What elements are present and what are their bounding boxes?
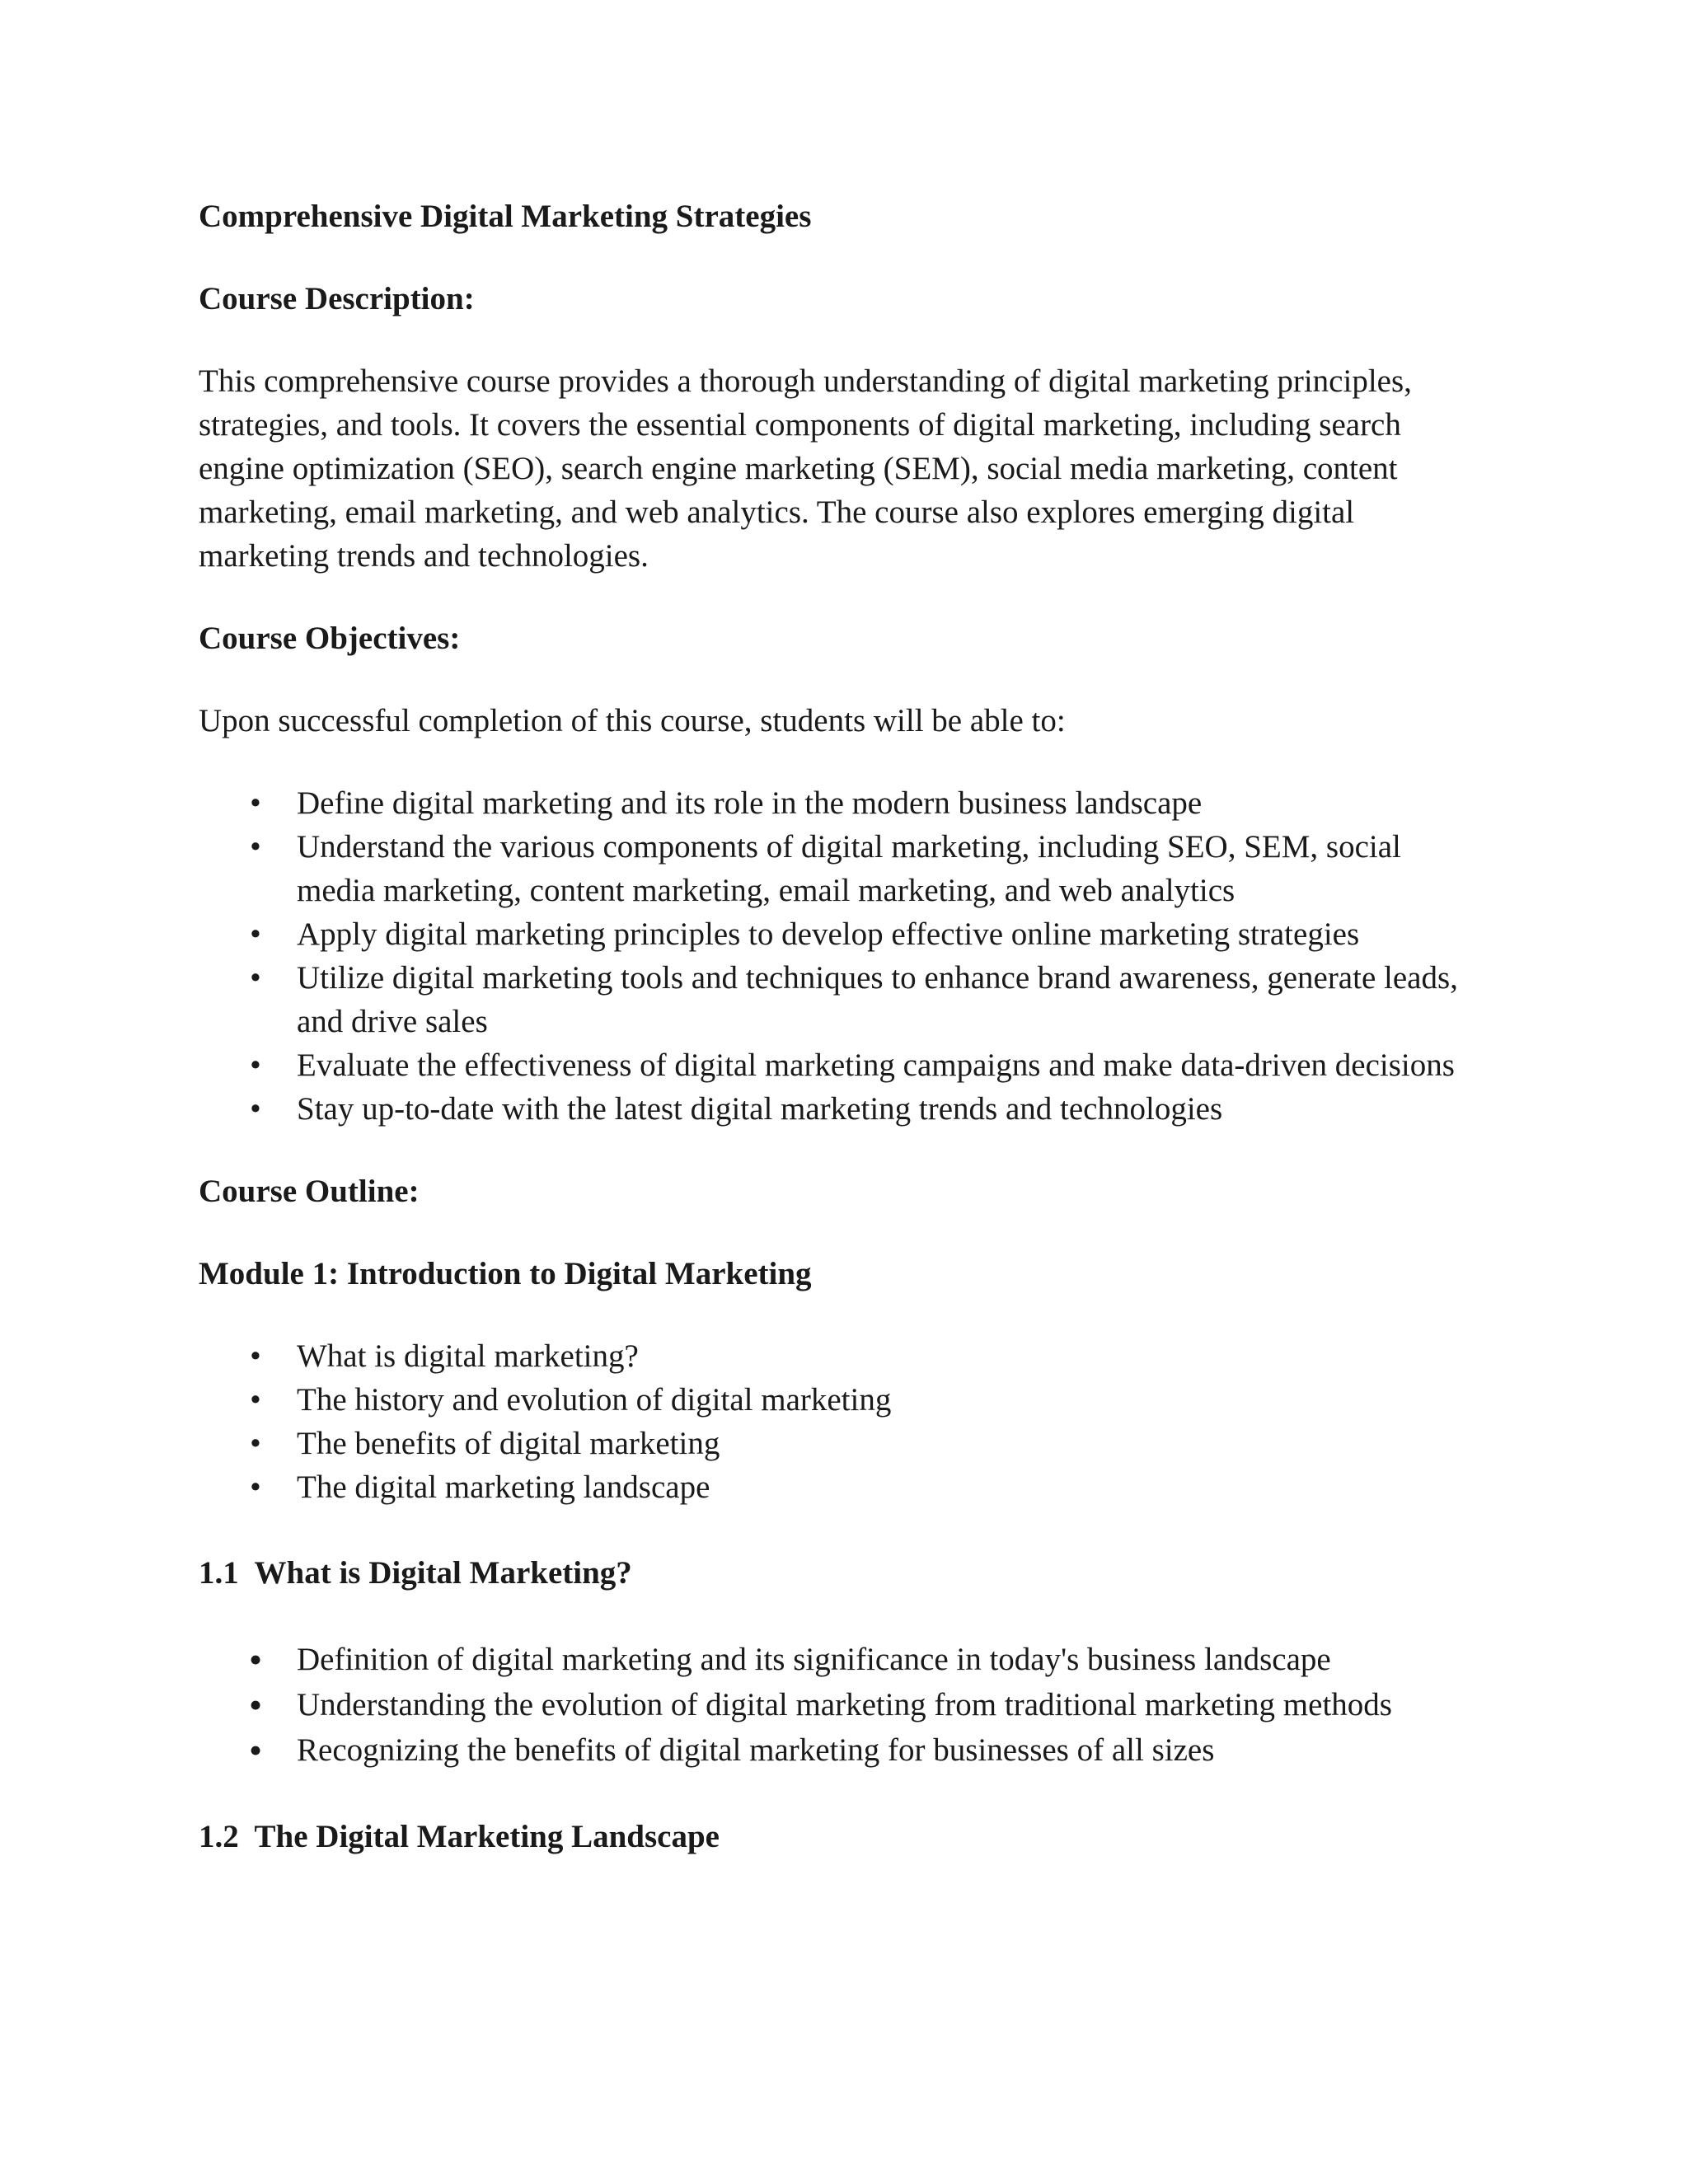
list-item-text: What is digital marketing? bbox=[297, 1338, 639, 1374]
list-item bbox=[199, 912, 1468, 956]
list-item-text: Understand the various components of digital marketing, including SEO, SEM, social media marketing, content marketing, email marketing, and web analytics bbox=[297, 829, 1401, 908]
course-objectives-intro: Upon successful completion of this course, students will be able to: bbox=[199, 703, 1066, 738]
list-item-text: Understanding the evolution of digital marketing from traditional marketing methods bbox=[297, 1687, 1392, 1722]
list-item bbox=[199, 1637, 1468, 1682]
bullet-icon: • bbox=[250, 785, 261, 821]
course-description-text: This comprehensive course provides a thorough understanding of digital marketing principles, strategies, and tools. It covers the essential components of digital marketing, including search engine optimization (SEO), search engine marketing (SEM), social media marketing, content marketing, email marketing, and web analytics. The course also explores emerging digital marketing trends and technologies. bbox=[199, 363, 1412, 574]
section-1-2-heading: 1.2 The Digital Marketing Landscape bbox=[199, 1819, 720, 1854]
bullet-icon: • bbox=[250, 960, 261, 996]
section-1-1-heading: 1.1 What is Digital Marketing? bbox=[199, 1555, 632, 1591]
course-objectives-heading: Course Objectives: bbox=[199, 621, 461, 656]
bullet-icon: • bbox=[248, 1638, 263, 1680]
list-item bbox=[199, 1682, 1468, 1727]
list-item bbox=[199, 1727, 1468, 1773]
bullet-icon: • bbox=[250, 1091, 261, 1127]
bullet-icon: • bbox=[250, 1426, 261, 1461]
list-item-text: The history and evolution of digital marketing bbox=[297, 1382, 892, 1418]
bullet-icon: • bbox=[250, 1469, 261, 1505]
document-content bbox=[199, 194, 1468, 1858]
module-1-heading: Module 1: Introduction to Digital Marketing bbox=[199, 1256, 812, 1291]
list-item bbox=[199, 825, 1468, 912]
list-item-text: Define digital marketing and its role in the modern business landscape bbox=[297, 785, 1203, 821]
module-1-list bbox=[199, 1334, 1468, 1509]
list-item bbox=[199, 1334, 1468, 1378]
list-item-text: Stay up-to-date with the latest digital marketing trends and technologies bbox=[297, 1091, 1223, 1127]
list-item bbox=[199, 1422, 1468, 1465]
bullet-icon: • bbox=[250, 1047, 261, 1083]
bullet-icon: • bbox=[250, 916, 261, 952]
bullet-icon: • bbox=[248, 1729, 263, 1771]
bullet-icon: • bbox=[250, 1338, 261, 1374]
list-item-text: The benefits of digital marketing bbox=[297, 1426, 720, 1461]
list-item-text: Apply digital marketing principles to develop effective online marketing strategies bbox=[297, 916, 1360, 952]
bullet-icon: • bbox=[250, 1382, 261, 1418]
list-item-text: Recognizing the benefits of digital marketing for businesses of all sizes bbox=[297, 1732, 1215, 1768]
bullet-icon: • bbox=[250, 829, 261, 865]
objectives-list bbox=[199, 781, 1468, 1131]
list-item-text: Evaluate the effectiveness of digital marketing campaigns and make data-driven decisions bbox=[297, 1047, 1455, 1083]
list-item bbox=[199, 1378, 1468, 1422]
list-item bbox=[199, 781, 1468, 825]
list-item bbox=[199, 1465, 1468, 1509]
list-item-text: Utilize digital marketing tools and techniques to enhance brand awareness, generate leads, and drive sales bbox=[297, 960, 1458, 1039]
course-outline-heading: Course Outline: bbox=[199, 1174, 420, 1209]
list-item bbox=[199, 1043, 1468, 1087]
section-1-1-list bbox=[199, 1637, 1468, 1773]
list-item-text: Definition of digital marketing and its significance in today's business landscape bbox=[297, 1642, 1331, 1677]
document-title: Comprehensive Digital Marketing Strategies bbox=[199, 199, 812, 234]
bullet-icon: • bbox=[248, 1684, 263, 1726]
list-item bbox=[199, 1087, 1468, 1131]
course-description-heading: Course Description: bbox=[199, 281, 475, 316]
list-item bbox=[199, 956, 1468, 1043]
list-item-text: The digital marketing landscape bbox=[297, 1469, 710, 1505]
